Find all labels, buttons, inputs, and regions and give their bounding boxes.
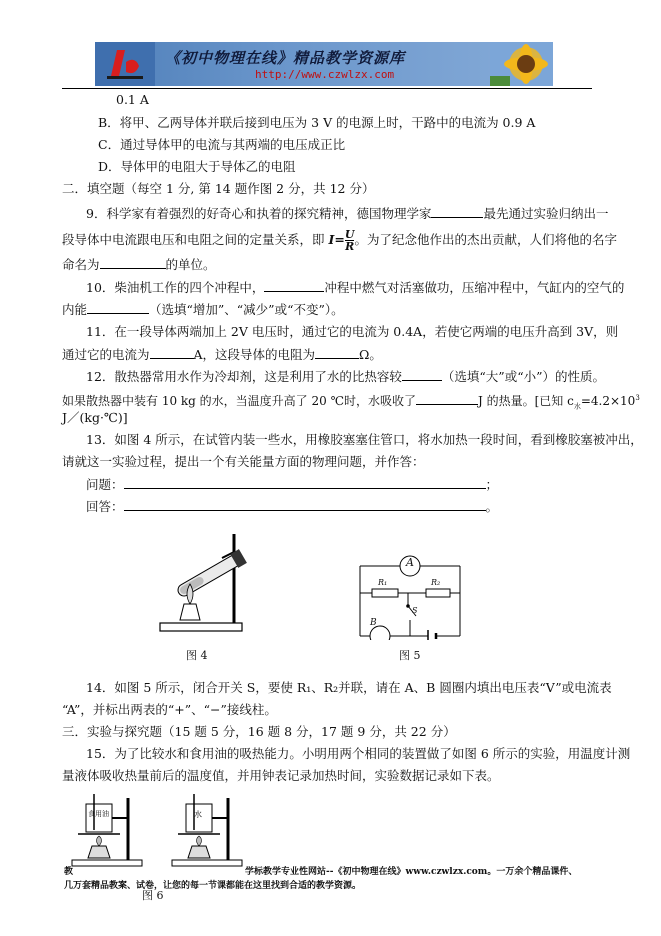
q13-question-row <box>86 476 498 493</box>
q9-line-3 <box>62 256 216 273</box>
formula-u: U <box>344 228 355 241</box>
q12-text-2a: 如果散热器中装有 10 kg 的水，当温度升高了 20 ℃时，水吸收了 <box>62 394 416 408</box>
q12-blank-1[interactable] <box>402 368 442 381</box>
footer-line-2: 几万套精品教案、试卷，让您的每一节课都能在这里找到合适的教学资源。 <box>64 881 362 891</box>
option-d: D．导体甲的电阻大于导体乙的电阻 <box>98 159 296 174</box>
q9-line-1 <box>86 205 608 222</box>
q12-text-1a: 12．散热器常用水作为冷却剂，这是利用了水的比热容较 <box>86 369 402 384</box>
q13-answer-end: 。 <box>485 499 499 514</box>
figure-6-setup-water <box>168 794 248 868</box>
q14-line-2: “A”，并标出两表的“+”、“−”接线柱。 <box>62 702 277 717</box>
sunflower-icon <box>490 42 553 86</box>
q12-superscript: 3 <box>635 394 640 402</box>
q9-text-2a: 段导体中电流跟电压和电阻之间的定量关系，即 <box>62 232 325 247</box>
q13-question-blank[interactable] <box>124 476 486 489</box>
q12-line-2 <box>62 390 640 414</box>
banner-title: 《初中物理在线》精品教学资源库 <box>165 49 406 67</box>
q11-text-2a: 通过它的电流为 <box>62 347 150 362</box>
q13-line-1: 13．如图 4 所示，在试管内装一些水，用橡胶塞塞住管口，将水加热一段时间，看到橡胶塞被冲出， <box>86 432 643 447</box>
figure-6-setup-oil <box>68 794 148 868</box>
q10-text-2a: 内能 <box>62 302 88 317</box>
fig5-label-r1: R₁ <box>378 578 388 587</box>
q9-text-2b: 。为了纪念他作出的杰出贡献，人们将他的名字 <box>354 232 617 247</box>
fig5-label-s: S <box>412 606 418 615</box>
fig5-label-a: A <box>406 556 414 569</box>
resistor-r2 <box>426 589 450 597</box>
figure-4-apparatus <box>150 520 260 640</box>
footer-text-1a: 教 <box>64 867 74 877</box>
q12-text-2c: =4.2×10 <box>580 394 636 408</box>
fig6-label-oil: 食用油 <box>88 810 109 818</box>
figure-6-caption: 图 6 <box>142 889 164 902</box>
q11-line-2 <box>62 346 382 363</box>
header-rule <box>62 88 592 89</box>
q12-text-1b: （选填“大”或“小”）的性质。 <box>441 369 605 384</box>
formula-i: I <box>328 232 335 247</box>
option-a-tail: 0.1 A <box>116 92 149 107</box>
q11-blank-1[interactable] <box>150 346 194 359</box>
formula-r: R <box>345 240 355 253</box>
q13-question-end: ； <box>485 477 499 492</box>
q10-text-1a: 10．柴油机工作的四个冲程中， <box>86 280 265 295</box>
q12-blank-2[interactable] <box>416 392 478 405</box>
q11-blank-2[interactable] <box>315 346 359 359</box>
q10-line-2 <box>62 301 344 318</box>
q15-line-2: 量液体吸收热量前后的温度值，并用钟表记录加热时间，实验数据记录如下表。 <box>62 768 500 783</box>
q12-text-2b: J 的热量。[已知 c <box>478 394 574 408</box>
q15-line-1: 15．为了比较水和食用油的吸热能力。小明用两个相同的装置做了如图 6 所示的实验，用温度计测 <box>86 746 631 761</box>
test-tube <box>175 549 247 600</box>
q9-line-2 <box>62 229 617 252</box>
alcohol-lamp <box>180 604 200 620</box>
ohm-formula <box>329 229 355 252</box>
q10-text-1b: 冲程中燃气对活塞做功，压缩冲程中，气缸内的空气的 <box>324 280 625 295</box>
q13-answer-label: 回答： <box>86 499 124 514</box>
fig5-label-r2: R₂ <box>431 578 441 587</box>
section-2-heading: 二．填空题（每空 1 分, 第 14 题作图 2 分，共 12 分） <box>62 181 375 196</box>
q13-line-2: 请就这一实验过程，提出一个有关能量方面的物理问题，并作答： <box>62 454 425 469</box>
section-3-heading: 三．实验与探究题（15 题 5 分，16 题 8 分，17 题 9 分，共 22 分） <box>62 724 456 739</box>
meter-b-circle[interactable] <box>370 626 390 640</box>
q11-text-2b: A，这段导体的电阻为 <box>193 347 316 362</box>
q9-text-3a: 命名为 <box>62 257 100 272</box>
option-b: B．将甲、乙两导体并联后接到电压为 3 V 的电源上时，干路中的电流为 0.9 A <box>98 115 536 130</box>
q11-text-2c: Ω。 <box>359 347 382 362</box>
option-c: C．通过导体甲的电流与其两端的电压成正比 <box>98 137 346 152</box>
q10-blank-2[interactable] <box>87 301 149 314</box>
q9-text-1a: 9．科学家有着强烈的好奇心和执着的探究精神，德国物理学家 <box>86 206 432 221</box>
q10-line-1 <box>86 279 624 296</box>
q9-blank-1[interactable] <box>431 205 483 218</box>
formula-fraction <box>345 229 355 252</box>
q9-blank-2[interactable] <box>100 256 166 269</box>
figure-4-caption: 图 4 <box>186 649 208 662</box>
q13-answer-blank[interactable] <box>124 498 486 511</box>
figure-5-caption: 图 5 <box>399 649 421 662</box>
banner-url[interactable]: http://www.czwlzx.com <box>255 68 395 81</box>
q12-line-3: J／(kg·℃)] <box>62 410 128 425</box>
q12-line-1 <box>86 368 605 385</box>
footer-text-1b: 学标教学专业性网站--《初中物理在线》www.czwlzx.com。一万余个精品课件、 <box>245 867 578 877</box>
footer-line-1 <box>64 866 577 878</box>
q11-line-1: 11．在一段导体两端加上 2V 电压时，通过它的电流为 0.4A，若使它两端的电压升高到 3V，则 <box>86 324 619 339</box>
q9-text-3b: 的单位。 <box>165 257 216 272</box>
formula-eq: = <box>334 232 345 247</box>
q12-subscript: 水 <box>573 402 581 411</box>
stand-base <box>160 623 242 631</box>
q10-blank-1[interactable] <box>264 279 324 292</box>
q14-line-1: 14．如图 5 所示，闭合开关 S，要使 R₁、R₂并联，请在 A、B 圆圈内填出电压表“V”或电流表 <box>86 680 612 695</box>
q9-text-1b: 最先通过实验归纳出一 <box>483 206 609 221</box>
logo-icon <box>95 42 155 86</box>
resistor-r1 <box>372 589 398 597</box>
q10-text-2b: （选填“增加”、“减少”或“不变”）。 <box>149 302 344 317</box>
fig5-label-b: B <box>370 618 377 628</box>
header-banner <box>95 42 553 86</box>
q13-answer-row <box>86 498 498 515</box>
fig6-label-water: 水 <box>194 810 202 819</box>
q13-question-label: 问题： <box>86 477 124 492</box>
